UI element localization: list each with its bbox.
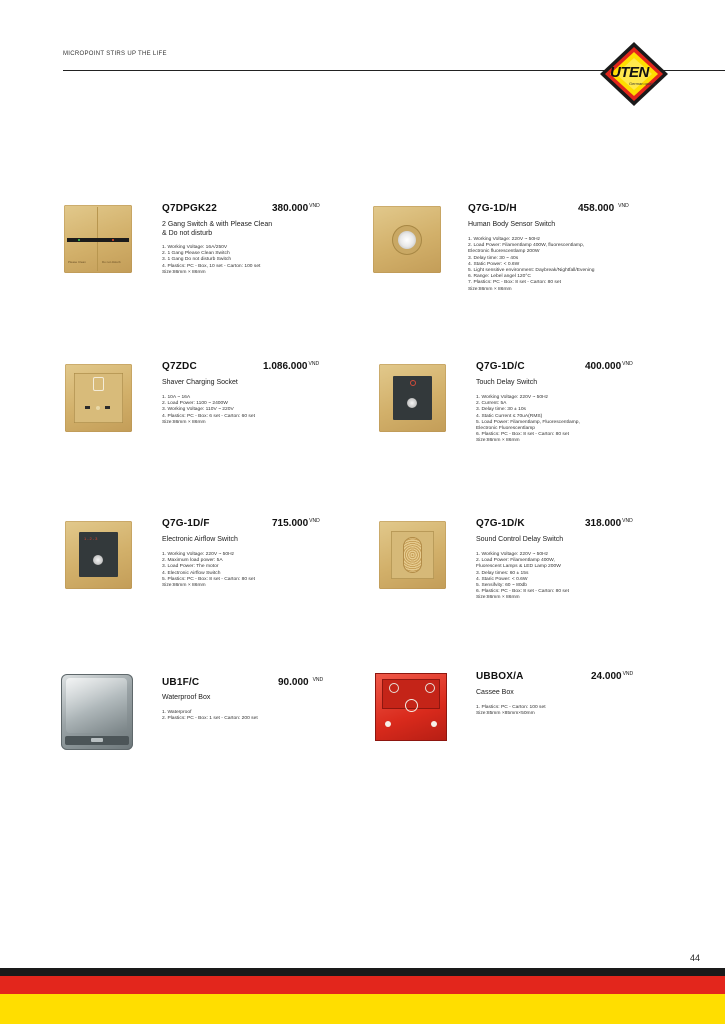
product-specs: 1. Working Voltage: 220V ~ 50Hz 2. Current: 5A 3. Delay time: 30 ± 10s 4. Static Current ≤ 70uA(RMS) 5. Load Power: Filamentlamp, Fluorescentlamp, Electronic Fluorescentlamp 6. Plastics: PC - Box: 8 set - Carton: 80 set Size:86mm × 86mm [476, 395, 580, 444]
product-image-double-switch: Please Clean Do not disturb [64, 205, 132, 273]
product-code: UB1F/C [162, 677, 200, 688]
page-tagline: MICROPOINT STIRS UP THE LIFE [63, 51, 167, 57]
product-name: Sound Control Delay Switch [476, 536, 564, 543]
product-price: $715.000^{VND}$ [272, 518, 320, 529]
footer-band-red [0, 976, 725, 994]
product-price: $400.000^{VND}$ [585, 361, 633, 372]
product-specs: 1. 10A ~ 16A 2. Load Power: 1100 ~ 2400W 3. Working Voltage: 110V ~ 220V 4. Plastics: PC - Box: 6 set - Carton: 60 set Size:86mm × 86mm [162, 395, 255, 425]
product-specs: 1. Working Voltage: 16A/250V 2. 1 Gang Please Clean Switch 3. 1 Gang Do not disturb Switch 4. Plastics: PC - Box, 10 set - Carton: 100 set Size:86mm × 86mm [162, 245, 261, 275]
product-image-touch-switch [379, 364, 446, 432]
product-name: Shaver Charging Socket [162, 379, 238, 386]
product-name: Electronic Airflow Switch [162, 536, 238, 543]
product-image-shaver-socket [65, 364, 132, 432]
product-name: 2 Gang Switch & with Please Clean & Do not disturb [162, 221, 273, 237]
product-image-airflow-switch: 1-2-3 [65, 521, 132, 589]
product-image-cassee-box [375, 673, 447, 741]
product-code: Q7G-1D/F [162, 518, 210, 529]
product-price: $1.086.000^{VND}$ [263, 361, 320, 372]
product-specs: 1. Working Voltage: 220V ~ 50Hz 2. Maximum load power: 5A 3. Load Power: The motor 4. Electronic Airflow Switch 5. Plastics: PC - Box: 8 set - Carton: 80 set Size:86mm × 86mm [162, 552, 255, 589]
product-specs: 1. Working Voltage: 220V ~ 50Hz 2. Load Power: Filamentlamp 400W, Fluorescent Lamps & LED Lamp 200W 3. Delay times: 60 ± 15s 4. Staric Power: < 0.6W 5. Sensifvity: 60 ~ 80db 6. Plastics: PC - Box: 8 set - Carton: 80 set Size:86mm × 86mm [476, 552, 569, 601]
product-specs: 1. Working Voltage: 220V ~ 50Hz 2. Load Power: Filamentlamp 400W, fluorescentlamp, Electronic fluorescentlamp 200W 3. Delay time: 30 ~ 40s 4. Static Power: < 0.6W 5. Light sensitive environment: Daybreak/Nightfall/Evening 6. Range: Lebel angel 120°C 7. Plastics: PC - Box: 8 set - Carton: 80 set Size:86mm × 86mm [468, 237, 595, 292]
product-code: UBBOX/A [476, 671, 524, 682]
product-code: Q7ZDC [162, 361, 197, 372]
footer-band-yellow [0, 994, 725, 1024]
product-price: $380.000^{VND}$ [272, 203, 320, 214]
product-code: Q7G-1D/K [476, 518, 525, 529]
product-image-sound-switch [379, 521, 446, 589]
product-specs: 1. Plastics: PC - Carton: 100 set Size:85mm ×85mm×50mm [476, 705, 546, 717]
product-code: Q7G-1D/H [468, 203, 517, 214]
product-price: 90.000 $^{VND}$ [278, 677, 324, 688]
product-name: Human Body Sensor Switch [468, 221, 556, 228]
logo-wordmark: UTEN [610, 64, 649, 81]
product-price: $24.000^{VND}$ [591, 671, 634, 682]
product-code: Q7G-1D/C [476, 361, 525, 372]
product-name: Touch Delay Switch [476, 379, 538, 386]
product-price: 458.000 $^{VND}$ [578, 203, 629, 214]
product-name: Cassee Box [476, 689, 514, 696]
product-image-waterproof-box [61, 674, 133, 750]
product-name: Waterproof Box [162, 694, 211, 701]
footer-band-black [0, 968, 725, 976]
product-image-sensor-switch [373, 206, 441, 273]
product-price: $318.000^{VND}$ [585, 518, 633, 529]
product-code: Q7DPGK22 [162, 203, 217, 214]
logo-subtitle: German quality [629, 81, 657, 86]
product-specs: 1. Waterproof 2. Plastics: PC - Box: 1 set - Carton: 200 set [162, 710, 258, 722]
page-number: 44 [690, 953, 701, 963]
